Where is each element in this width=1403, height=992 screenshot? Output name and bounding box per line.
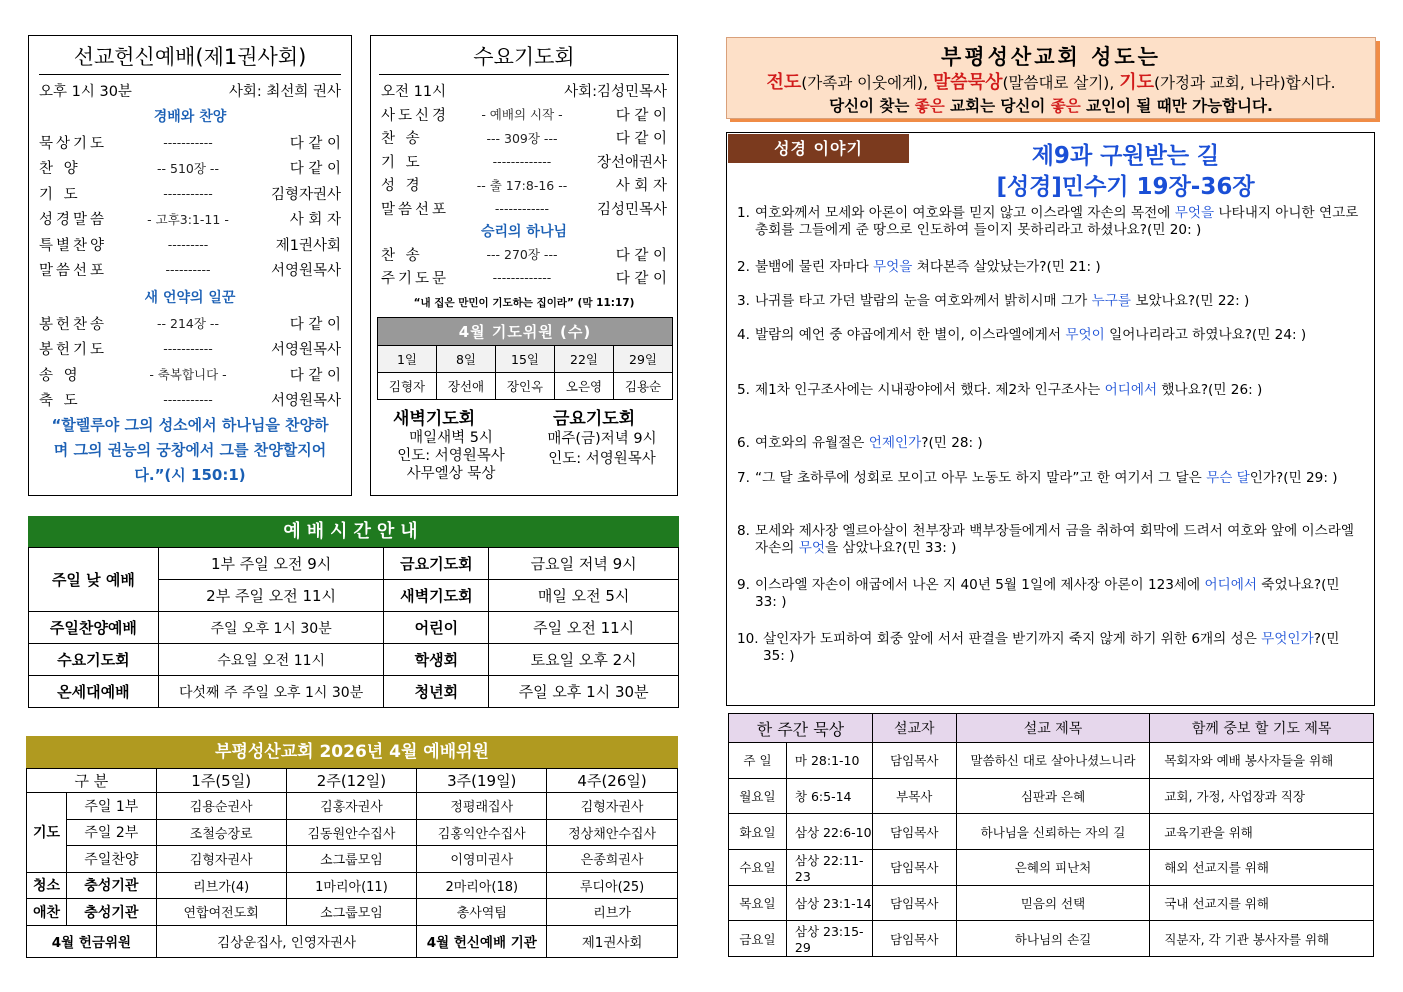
- committee-head: 2주(12일): [286, 769, 417, 793]
- order-item-detail: --- 270장 ---: [486, 247, 558, 262]
- question-fragment: 여호와의 유월절은: [755, 435, 869, 451]
- weekly-sermon-title: 말씀하신 대로 살아나셨느니라: [956, 743, 1150, 779]
- prayer-name: 김용순: [614, 373, 673, 400]
- order-item-detail: - 고후3:1-11 -: [147, 211, 229, 227]
- schedule-sunday-1st: 1부 주일 오전 9시: [158, 548, 384, 580]
- weekly-day: 화요일: [729, 814, 787, 850]
- question-fragment: 인가?(민 29: ): [1249, 470, 1338, 486]
- committee-cell: 은종희권사: [547, 846, 678, 873]
- weekly-preacher: 담임목사: [872, 850, 956, 886]
- question-keyword: 누구를: [1091, 293, 1131, 309]
- question-fragment: 을 삼았나요?(민 33: ): [824, 540, 957, 556]
- order-row: [39, 232, 341, 256]
- weekly-sermon-title: 심판과 은혜: [956, 778, 1150, 814]
- prayer-date: 1일: [378, 346, 437, 373]
- committee-cell: 정상채안수집사: [547, 819, 678, 846]
- committee-head: 3주(19일): [417, 769, 547, 793]
- prayer-date: 8일: [437, 346, 496, 373]
- bible-question: [737, 327, 1362, 344]
- weekly-sermon-title: 믿음의 선택: [956, 885, 1150, 921]
- committee-head: 4주(26일): [547, 769, 678, 793]
- order-item-leader: 서영원목사: [270, 393, 341, 409]
- prayer-committee-table: [377, 317, 673, 400]
- motto-line-3: [727, 94, 1375, 116]
- question-keyword: 어디에서: [1104, 382, 1158, 398]
- question-fragment: 제1차 인구조사에는 시내광야에서 했다. 제2차 인구조사는: [755, 382, 1105, 398]
- committee-row-label: 충성기관: [66, 872, 156, 899]
- committee-cell: 정평래집사: [417, 793, 547, 820]
- motto-line-2: [727, 68, 1375, 94]
- committee-group: 청소: [27, 872, 67, 899]
- prayer-name: 김형자: [378, 373, 437, 400]
- weekly-day: 목요일: [729, 885, 787, 921]
- motto-fragment: 는 당신이: [980, 97, 1051, 115]
- order-item-leader: 김성민목사: [596, 201, 667, 218]
- weekly-row: [729, 885, 1374, 921]
- schedule-cell: 주일 오전 11시: [489, 612, 679, 644]
- schedule-cell: 다섯째 주 주일 오후 1시 30분: [158, 676, 384, 708]
- motto-fragment: 당신이 찾는: [829, 97, 915, 115]
- order-item-detail: - 예배의 시작 -: [481, 107, 563, 122]
- weekly-row: [729, 921, 1374, 957]
- motto-fragment: 교회: [944, 97, 981, 115]
- weekly-scripture: 창 6:5-14: [786, 778, 872, 814]
- weekly-prayer: 목회자와 예배 봉사자들을 위해: [1150, 743, 1374, 779]
- order-row: [39, 311, 341, 335]
- weekly-preacher: 담임목사: [872, 921, 956, 957]
- church-motto-banner: [726, 37, 1376, 119]
- friday-prayer-info: [527, 429, 677, 469]
- order-item-detail: -----------: [163, 185, 213, 201]
- question-number: 4.: [737, 327, 750, 343]
- weekly-row: [729, 778, 1374, 814]
- question-number: 1.: [737, 205, 750, 221]
- weekly-day: 월요일: [729, 778, 787, 814]
- committee-cell: 김형자권사: [156, 846, 286, 873]
- committee-row: [27, 819, 678, 846]
- committee-group: 애찬: [27, 899, 67, 926]
- bible-question: [737, 205, 1362, 239]
- schedule-row: [29, 612, 679, 644]
- order-row: [381, 173, 667, 197]
- committee-cell: 리브가: [547, 899, 678, 926]
- wed-sermon-title: 승리의 하나님: [480, 224, 568, 240]
- schedule-title: 예배시간안내: [28, 516, 679, 547]
- schedule-dawn-time: 매일 오전 5시: [489, 580, 679, 612]
- schedule-dawn: 새벽기도회: [384, 580, 489, 612]
- committee-cell: 소그룹모임: [286, 846, 417, 873]
- dedication-org-name: 제1권사회: [547, 925, 678, 957]
- weekly-scripture: 삼상 22:11-23: [786, 850, 872, 886]
- order-item-leader: 서영원목사: [270, 342, 341, 358]
- order-item-label: 송 영: [39, 367, 81, 384]
- committee-cell: 김홍익안수집사: [417, 819, 547, 846]
- schedule-cell: 학생회: [384, 644, 489, 676]
- prayer-date: 15일: [496, 346, 555, 373]
- committee-table: [26, 768, 678, 958]
- weekly-scripture: 삼상 22:6-10: [786, 814, 872, 850]
- bible-question: [737, 293, 1362, 310]
- offering-committee-label: 4월 헌금위원: [27, 925, 157, 957]
- question-text: [737, 293, 1362, 310]
- schedule-cell: 토요일 오후 2시: [489, 644, 679, 676]
- wed-leader: 사회:김성민목사: [564, 83, 667, 100]
- weekly-scripture: 삼상 23:1-14: [786, 885, 872, 921]
- motto-fragment: 전도: [766, 72, 802, 93]
- order-item-label: 주기도문: [381, 271, 450, 287]
- order-item-label: 사도신경: [381, 107, 450, 124]
- committee-row-label: 주일 2부: [66, 819, 156, 846]
- question-keyword: 언제인가: [868, 435, 922, 451]
- question-fragment: 죽었나요?(민 33: ): [755, 577, 1340, 610]
- order-item-detail: -------------: [492, 270, 552, 285]
- question-keyword: 무엇: [798, 540, 825, 556]
- question-fragment: ?(민 28: ): [921, 435, 983, 451]
- order-item-detail: -------------: [492, 153, 552, 169]
- weekly-preacher: 부목사: [872, 778, 956, 814]
- weekly-sermon-title: 하나님을 신뢰하는 자의 길: [956, 814, 1150, 850]
- committee-row-label: 주일 1부: [66, 793, 156, 820]
- schedule-cell: 주일찬양예배: [29, 612, 159, 644]
- order-item-label: 찬 송: [381, 131, 423, 147]
- order-row: [39, 181, 341, 205]
- prayer-name: 장인옥: [496, 373, 555, 400]
- question-number: 8.: [737, 523, 750, 539]
- order-row: [39, 130, 341, 154]
- service-time: 오후 1시 30분: [39, 83, 132, 100]
- order-item-leader: 김형자권사: [270, 186, 341, 203]
- order-item-label: 말씀선포: [39, 263, 108, 279]
- dawn-prayer-title: 새벽기도회: [393, 409, 476, 429]
- order-item-leader: 다 같 이: [615, 131, 667, 147]
- question-fragment: 보았나요?(민 22: ): [1131, 293, 1250, 309]
- schedule-cell: 온세대예배: [29, 676, 159, 708]
- committee-row: [27, 899, 678, 926]
- weekly-row: [729, 850, 1374, 886]
- order-item-leader: 다 같 이: [615, 247, 667, 264]
- bible-question: [737, 435, 1362, 452]
- weekly-head-prayer: 함께 중보 할 기도 제목: [1150, 714, 1374, 743]
- sermon-title: 새 언약의 일꾼: [144, 290, 236, 306]
- bible-question: [737, 523, 1362, 557]
- question-keyword: 무엇을: [1174, 205, 1215, 221]
- wed-time: 오전 11시: [381, 83, 447, 100]
- mission-service-box: [28, 35, 352, 496]
- weekly-prayer: 교육기관을 위해: [1150, 814, 1374, 850]
- order-row: [39, 207, 341, 231]
- weekly-head-sermon: 설교 제목: [956, 714, 1150, 743]
- wednesday-prayer-box: [370, 35, 678, 496]
- question-fragment: 나귀를 타고 가던 발람의 눈을 여호와께서 밝히시매 그가: [755, 293, 1092, 309]
- committee-cell: 1마리아(11): [286, 872, 417, 899]
- schedule-table: [28, 547, 679, 708]
- bible-question: [737, 382, 1362, 399]
- weekly-scripture: 마 28:1-10: [786, 743, 872, 779]
- order-row: [381, 102, 667, 126]
- weekly-day: 주 일: [729, 743, 787, 779]
- weekly-prayer: 직분자, 각 기관 봉사자를 위해: [1150, 921, 1374, 957]
- dawn-prayer-line: 매일새벽 5시: [409, 430, 493, 446]
- weekly-preacher: 담임목사: [872, 885, 956, 921]
- schedule-cell: 주일 오후 1시 30분: [489, 676, 679, 708]
- weekly-sermon-title: 하나님의 손길: [956, 921, 1150, 957]
- order-item-label: 봉헌찬송: [39, 316, 108, 333]
- question-number: 3.: [737, 293, 750, 309]
- question-keyword: 무슨 달: [1206, 470, 1250, 486]
- motto-fragment: (가정과 교회, 나라)합시다.: [1153, 74, 1336, 92]
- question-fragment: ?(민 35: ): [763, 631, 1340, 664]
- committee-cell: 연합여전도회: [156, 899, 286, 926]
- order-item-leader: 다 같 이: [289, 316, 341, 333]
- question-text: [737, 577, 1362, 611]
- order-row: [39, 388, 341, 412]
- order-row: [381, 266, 667, 290]
- friday-prayer-line: 인도: 서영원목사: [548, 451, 656, 467]
- committee-head: 구 분: [27, 769, 157, 793]
- order-item-label: 찬 양: [39, 161, 81, 177]
- committee-cell: 김홍자권사: [286, 793, 417, 820]
- order-item-detail: -----------: [163, 134, 213, 150]
- bible-question: [737, 577, 1362, 611]
- motto-fragment: (말씀대로 살기),: [1002, 74, 1120, 92]
- question-number: 10.: [737, 631, 759, 647]
- weekly-preacher: 담임목사: [872, 814, 956, 850]
- weekly-row: [729, 814, 1374, 850]
- question-text: [737, 205, 1362, 239]
- question-fragment: 불뱀에 물린 자마다: [755, 259, 874, 275]
- order-item-label: 말씀선포: [381, 201, 450, 218]
- committee-row: [27, 872, 678, 899]
- motto-fragment: 이 될 때만 가능합니다.: [1116, 97, 1273, 115]
- question-number: 5.: [737, 382, 750, 398]
- dedication-org-label: 4월 헌신예배 기관: [417, 925, 547, 957]
- question-fragment: 일어나리라고 하였나요?(민 24: ): [1104, 327, 1307, 343]
- weekly-day: 수요일: [729, 850, 787, 886]
- lesson-title: 제9과 구원받는 길: [1031, 143, 1220, 169]
- prayer-date: 22일: [555, 346, 614, 373]
- schedule-cell: 수요기도회: [29, 644, 159, 676]
- prayer-committee-title: 4월 기도위원 (수): [378, 318, 673, 346]
- mission-service-title: 선교헌신예배(제1권사회): [73, 45, 307, 69]
- order-item-label: 봉헌기도: [39, 342, 108, 358]
- weekly-scripture: 삼상 23:15-29: [786, 921, 872, 957]
- prayer-name: 장선애: [437, 373, 496, 400]
- order-item-leader: 다 같 이: [289, 135, 341, 152]
- schedule-cell: 어린이: [384, 612, 489, 644]
- schedule-cell: 수요일 오전 11시: [158, 644, 384, 676]
- order-item-leader: 다 같 이: [289, 367, 341, 384]
- weekly-sermon-title: 은혜의 피난처: [956, 850, 1150, 886]
- dawn-prayer-line: 인도: 서영원목사: [397, 448, 505, 464]
- question-text: [737, 382, 1362, 399]
- question-number: 6.: [737, 435, 750, 451]
- order-row: [381, 126, 667, 150]
- committee-title: 부평성산교회 2026년 4월 예배위원: [26, 736, 678, 768]
- question-fragment: 했나요?(민 26: ): [1157, 382, 1263, 398]
- committee-cell: 김형자권사: [547, 793, 678, 820]
- question-fragment: 여호와께서 모세와 아론이 여호와를 믿지 않고 이스라엘 자손의 목전에: [755, 205, 1175, 221]
- question-keyword: 무엇을: [873, 259, 913, 275]
- order-item-detail: -- 214장 --: [157, 316, 219, 331]
- section-heading: 경배와 찬양: [153, 109, 227, 125]
- committee-cell: 김동원안수집사: [286, 819, 417, 846]
- motto-fragment: 말씀묵상: [932, 72, 1003, 93]
- schedule-sunday-2nd: 2부 주일 오전 11시: [158, 580, 384, 612]
- motto-fragment: 기도: [1119, 72, 1154, 93]
- order-item-label: 찬 송: [381, 247, 423, 264]
- committee-cell: 루디아(25): [547, 872, 678, 899]
- committee-cell: 소그룹모임: [286, 899, 417, 926]
- prayer-name: 오은영: [555, 373, 614, 400]
- lesson-scripture: [성경]민수기 19장-36장: [996, 174, 1255, 200]
- question-fragment: 이스라엘 자손이 애굽에서 나온 지 40년 5월 1일에 제사장 아론이 123세에: [755, 577, 1205, 593]
- schedule-friday-time: 금요일 저녁 9시: [489, 548, 679, 580]
- question-text: [737, 259, 1362, 276]
- bible-story-tab: 성경 이야기: [728, 134, 909, 163]
- order-item-detail: -- 출 17:8-16 --: [476, 177, 568, 193]
- order-item-label: 기 도: [39, 186, 81, 203]
- question-text: [737, 327, 1362, 344]
- question-fragment: 모세와 제사장 엘르아살이 천부장과 백부장들에게서 금을 취하여 회막에 드려서 여호와 앞에 이스라엘 자손의: [755, 523, 1355, 556]
- order-item-leader: 서영원목사: [270, 263, 341, 279]
- order-item-leader: 장선애권사: [596, 154, 667, 171]
- schedule-cell: 청년회: [384, 676, 489, 708]
- weekly-preacher: 담임목사: [872, 743, 956, 779]
- order-row: [39, 362, 341, 386]
- committee-cell: 리브가(4): [156, 872, 286, 899]
- dawn-prayer-line: 사무엘상 묵상: [406, 466, 496, 482]
- dawn-prayer-info: [377, 429, 525, 483]
- order-item-label: 묵상기도: [39, 135, 108, 152]
- bible-question: [737, 631, 1362, 665]
- order-item-detail: -----------: [163, 392, 213, 407]
- committee-row: [27, 846, 678, 873]
- offering-committee-names: 김상운집사, 인영자권사: [156, 925, 417, 957]
- committee-cell: 조철승장로: [156, 819, 286, 846]
- question-number: 2.: [737, 259, 750, 275]
- question-text: [737, 523, 1362, 557]
- committee-row: [27, 793, 678, 820]
- bible-question: [737, 259, 1362, 276]
- order-row: [39, 156, 341, 180]
- order-item-leader: 사 회 자: [289, 212, 341, 228]
- motto-fragment: 좋은: [914, 97, 945, 115]
- closing-verse: “할렐루야 그의 성소에서 하나님을 찬양하며 그의 권능의 궁창에서 그를 찬양할지어다.”(시 150:1): [51, 416, 329, 484]
- order-item-label: 성 경: [381, 178, 423, 194]
- order-item-label: 특별찬양: [39, 237, 108, 254]
- title-divider: [379, 74, 669, 75]
- schedule-row: [29, 676, 679, 708]
- committee-cell: 김용순권사: [156, 793, 286, 820]
- bible-story-box: [726, 132, 1375, 706]
- schedule-sunday-day: 주일 낮 예배: [29, 548, 159, 612]
- order-item-leader: 제1권사회: [275, 237, 341, 254]
- question-keyword: 어디에서: [1204, 577, 1258, 593]
- committee-group: 기도: [27, 793, 67, 873]
- order-item-detail: -----------: [163, 341, 213, 356]
- order-row: [39, 258, 341, 282]
- order-row: [39, 337, 341, 361]
- weekly-meditation-table: [728, 713, 1374, 957]
- order-item-detail: ---------: [167, 236, 209, 252]
- order-item-leader: 다 같 이: [615, 271, 667, 287]
- committee-row-label: 주일찬양: [66, 846, 156, 873]
- weekly-prayer: 국내 선교지를 위해: [1150, 885, 1374, 921]
- wed-quote: “내 집은 만민이 기도하는 집이라” (막 11:17): [413, 297, 635, 309]
- order-item-detail: ------------: [494, 200, 550, 216]
- question-keyword: 무엇인가: [1261, 631, 1314, 647]
- question-keyword: 무엇이: [1065, 327, 1105, 343]
- order-item-label: 축 도: [39, 393, 81, 409]
- weekly-head-meditation: 한 주간 묵상: [729, 714, 873, 743]
- committee-cell: 총사역팀: [417, 899, 547, 926]
- order-item-label: 성경말씀: [39, 212, 108, 228]
- bible-question: [737, 470, 1362, 487]
- motto-fragment: 좋은: [1050, 97, 1081, 115]
- committee-cell: 이영미권사: [417, 846, 547, 873]
- order-item-detail: ----------: [165, 262, 211, 277]
- order-item-detail: - 축복합니다 -: [149, 367, 227, 382]
- weekly-head-preacher: 설교자: [872, 714, 956, 743]
- friday-prayer-title: 금요기도회: [553, 409, 636, 429]
- committee-row-label: 충성기관: [66, 899, 156, 926]
- schedule-cell: 주일 오후 1시 30분: [158, 612, 384, 644]
- prayer-date: 29일: [614, 346, 673, 373]
- order-row: [381, 242, 667, 266]
- question-number: 7.: [737, 470, 750, 486]
- weekly-prayer: 교회, 가정, 사업장과 직장: [1150, 778, 1374, 814]
- question-text: [737, 631, 1362, 665]
- committee-head: 1주(5일): [156, 769, 286, 793]
- order-item-detail: --- 309장 ---: [486, 130, 558, 146]
- question-fragment: 살인자가 도피하여 회중 앞에 서서 판결을 받기까지 죽지 않게 하기 위한 6개의 성은: [763, 631, 1262, 647]
- weekly-prayer: 해외 선교지를 위해: [1150, 850, 1374, 886]
- order-item-leader: 다 같 이: [615, 107, 667, 124]
- question-text: [737, 435, 1362, 452]
- schedule-row: [29, 644, 679, 676]
- wed-time-row: [381, 78, 667, 102]
- motto-fragment: 교인: [1080, 97, 1117, 115]
- title-divider: [39, 74, 341, 75]
- order-row: [381, 149, 667, 173]
- question-fragment: 쳐다본즉 살았났는가?(민 21: ): [912, 259, 1101, 275]
- question-fragment: 발람의 예언 중 야곱에게서 한 별이, 이스라엘에게서: [755, 327, 1066, 343]
- motto-fragment: (가족과 이웃에게),: [801, 74, 933, 92]
- order-row: [381, 196, 667, 220]
- schedule-friday: 금요기도회: [384, 548, 489, 580]
- order-item-label: 기 도: [381, 154, 423, 171]
- friday-prayer-line: 매주(금)저녁 9시: [547, 431, 657, 447]
- committee-cell: 2마리아(18): [417, 872, 547, 899]
- wednesday-title: 수요기도회: [473, 45, 575, 69]
- question-number: 9.: [737, 577, 750, 593]
- question-fragment: 나타내지 아니한 연고로 총회를 그들에게 준 땅으로 인도하여 들이지 못하리라고 하셨나요?(민 20: ): [755, 205, 1359, 238]
- weekly-row: [729, 743, 1374, 779]
- question-text: [737, 470, 1362, 487]
- weekly-day: 금요일: [729, 921, 787, 957]
- question-fragment: “그 달 초하루에 성회로 모이고 아무 노동도 하지 말라”고 한 여기서 그 달은: [755, 470, 1207, 486]
- order-item-leader: 사 회 자: [615, 178, 667, 194]
- order-item-detail: -- 510장 --: [157, 160, 219, 176]
- motto-title: 부평성산교회 성도는: [941, 45, 1161, 69]
- order-item-leader: 다 같 이: [289, 161, 341, 177]
- service-time-row: [39, 78, 341, 102]
- service-leader: 사회: 최선희 권사: [228, 83, 341, 100]
